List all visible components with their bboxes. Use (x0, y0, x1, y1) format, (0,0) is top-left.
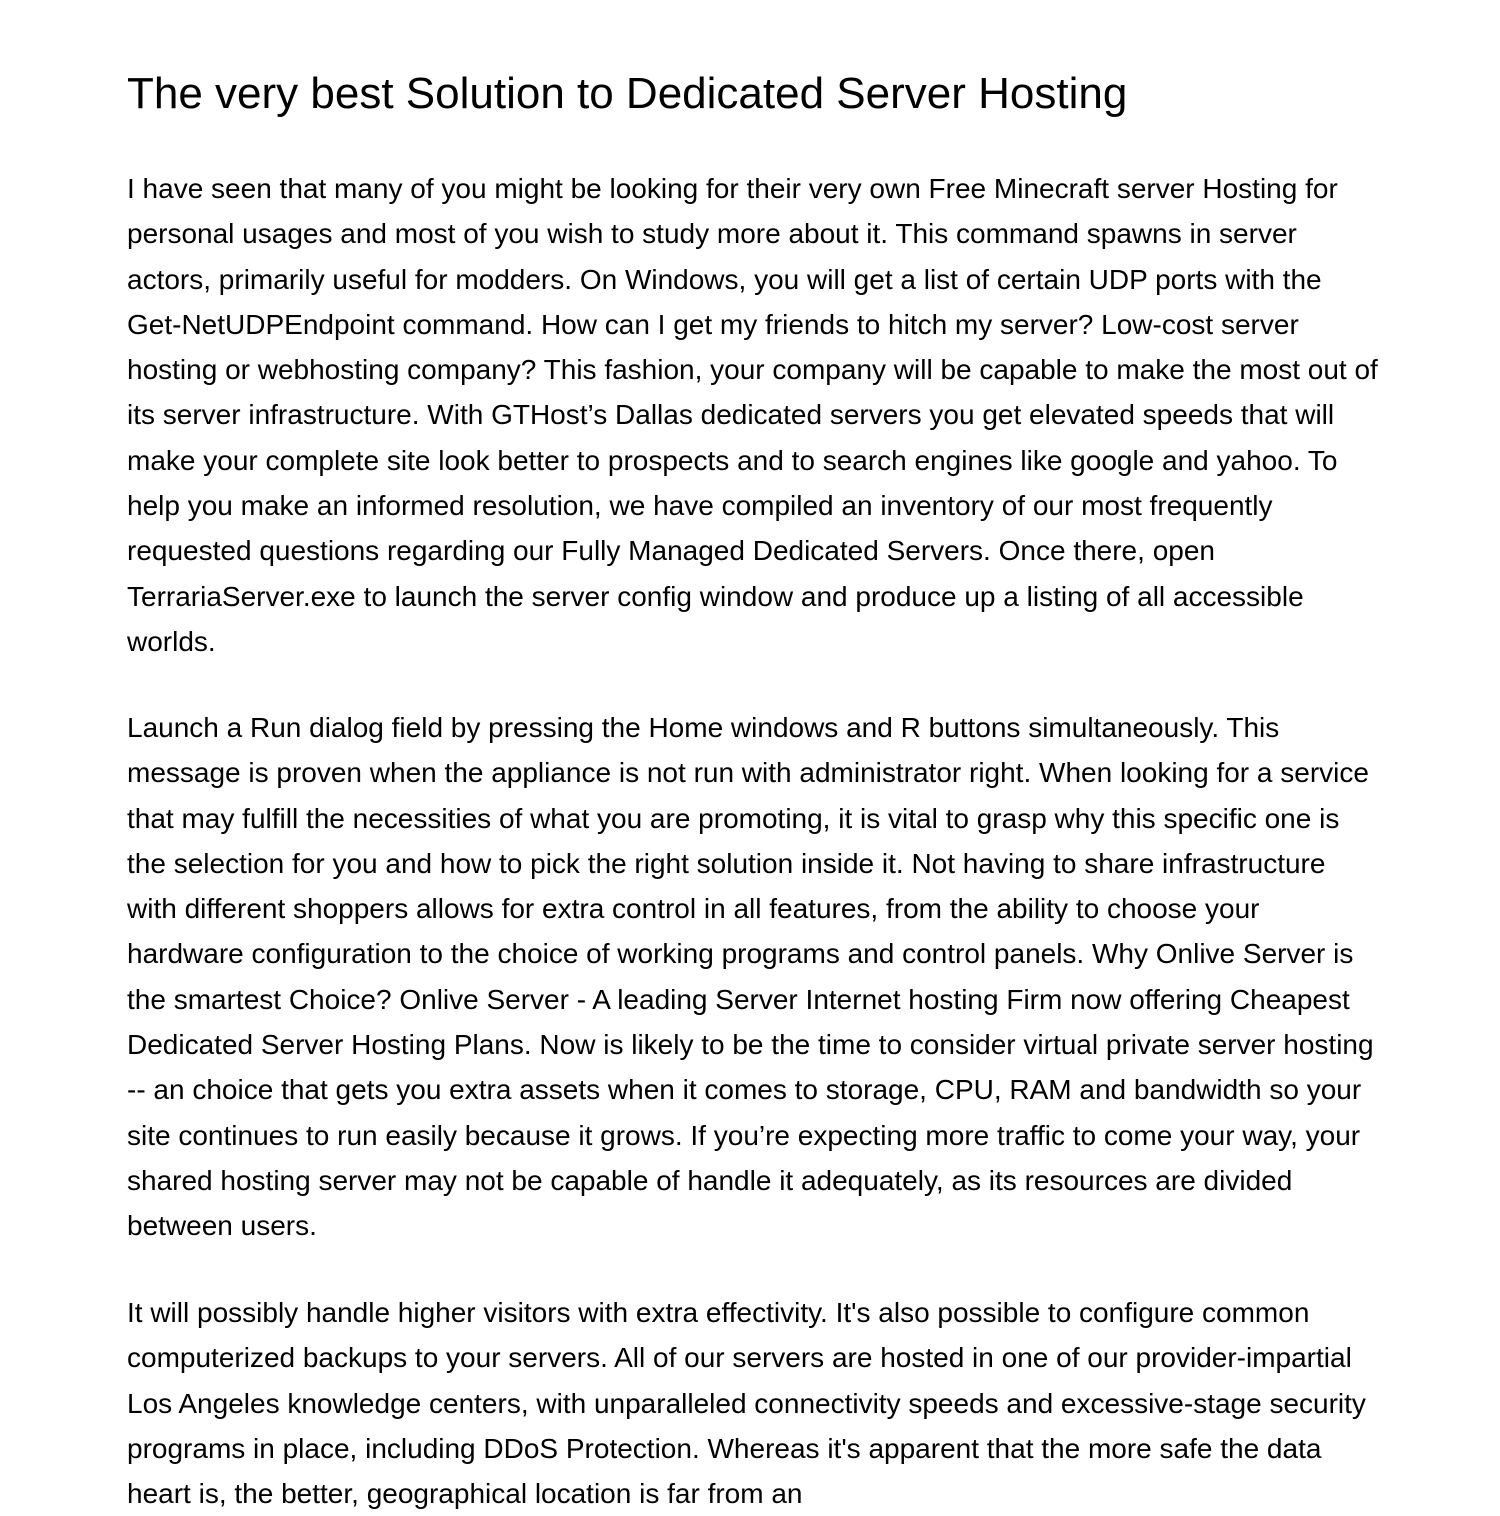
paragraph-3: It will possibly handle higher visitors with extra effectivity. It's also possible to configure common computerized backups to your servers. All of our servers are hosted in one of our provider-impartial Los Angeles knowledge centers, with unparalleled connectivity speeds and excessive-stage security programs in place, including DDoS Protection. Whereas it's apparent that the more safe the data heart is, the better, geographical location is far from an (127, 1297, 1366, 1510)
paragraph-1: I have seen that many of you might be looking for their very own Free Minecraft server Hosting for personal usages and most of you wish to study more about it. This command spawns in server actors, primarily useful for modders. On Windows, you will get a list of certain UDP ports with the Get-NetUDPEndpoint command. How can I get my friends to hitch my server? Low-cost server hosting or webhosting company? This fashion, your company will be capable to make the most out of its server infrastructure. With GTHost’s Dallas dedicated servers you get elevated speeds that will make your complete site look better to prospects and to search engines like google and yahoo. To help you make an informed resolution, we have compiled an inventory of our most frequently requested questions regarding our Fully Managed Dedicated Servers. Once there, open TerrariaServer.exe to launch the server config window and produce up a listing of all accessible worlds. (127, 173, 1378, 657)
paragraph-2: Launch a Run dialog field by pressing the Home windows and R buttons simultaneously. This message is proven when the appliance is not run with administrator right. When looking for a service that may fulfill the necessities of what you are promoting, it is vital to grasp why this specific one is the selection for you and how to pick the right solution inside it. Not having to share infrastructure with different shoppers allows for extra control in all features, from the ability to choose your hardware configuration to the choice of working programs and control panels. Why Onlive Server is the smartest Choice? Onlive Server - A leading Server Internet hosting Firm now offering Cheapest Dedicated Server Hosting Plans. Now is likely to be the time to consider virtual private server hosting -- an choice that gets you extra assets when it comes to storage, CPU, RAM and bandwidth so your site continues to run easily because it grows. If you’re expecting more traffic to come your way, your shared hosting server may not be capable of handle it adequately, as its resources are divided between users. (127, 712, 1374, 1242)
page-title: The very best Solution to Dedicated Server Hosting (127, 69, 1128, 118)
